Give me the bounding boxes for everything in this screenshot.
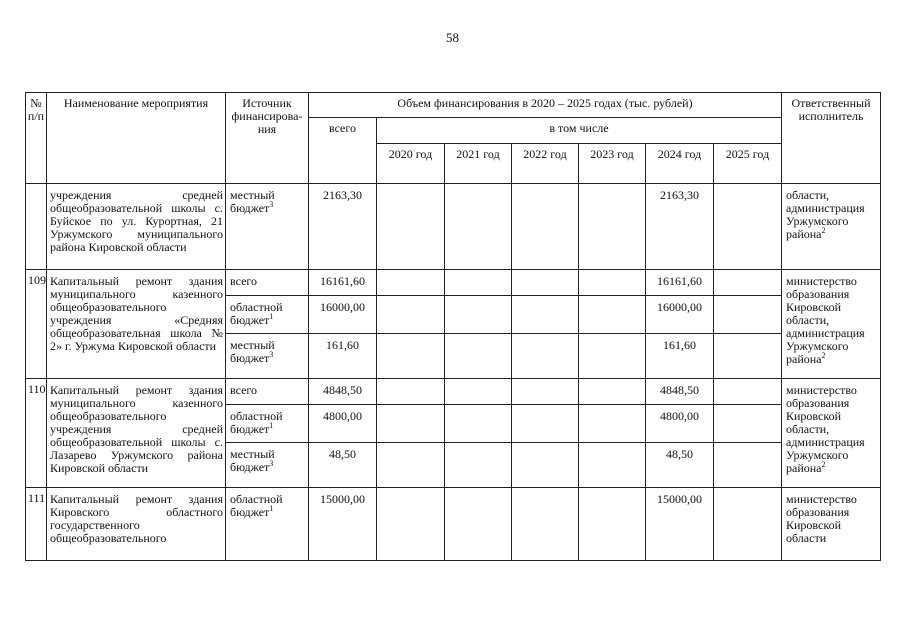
row-num: 109 [26, 270, 47, 379]
header-year: 2022 год [512, 144, 579, 184]
cell-2022 [512, 296, 579, 334]
cell-2023 [579, 443, 646, 488]
table-header [26, 93, 881, 184]
cell-2023 [579, 379, 646, 405]
cell-2020 [377, 270, 445, 296]
cell-2020 [377, 488, 445, 561]
cell-2021 [445, 270, 512, 296]
cell-2023 [579, 296, 646, 334]
cell-2021 [445, 405, 512, 443]
cell-2023 [579, 405, 646, 443]
cell-2022 [512, 334, 579, 379]
cell-total: 15000,00 [309, 488, 377, 561]
row-num: 110 [26, 379, 47, 488]
cell-2021 [445, 443, 512, 488]
cell-2022 [512, 488, 579, 561]
row-num [26, 184, 47, 270]
cell-total: 16161,60 [309, 270, 377, 296]
cell-2024: 16000,00 [646, 296, 714, 334]
cell-2024: 161,60 [646, 334, 714, 379]
table-row [26, 379, 881, 405]
table-row [26, 488, 881, 561]
header-year: 2024 год [646, 144, 714, 184]
row-source: областной бюджет$^1$ [226, 488, 309, 561]
cell-total: 48,50 [309, 443, 377, 488]
table-row [26, 184, 881, 270]
cell-2024: 4800,00 [646, 405, 714, 443]
cell-2020 [377, 334, 445, 379]
cell-2020 [377, 443, 445, 488]
financing-table [25, 92, 881, 561]
cell-2025 [714, 379, 782, 405]
cell-2024: 16161,60 [646, 270, 714, 296]
cell-2025 [714, 270, 782, 296]
cell-2020 [377, 379, 445, 405]
cell-2025 [714, 405, 782, 443]
cell-2023 [579, 488, 646, 561]
row-num: 111 [26, 488, 47, 561]
header-num: № п/п [26, 93, 47, 184]
row-name: учреждения средней общеобразовательной школы с. Буйское по ул. Курортная, 21 Уржумского муниципального района Кировской области [47, 184, 226, 270]
row-source: всего [226, 379, 309, 405]
header-including: в том числе [377, 118, 782, 144]
cell-2022 [512, 443, 579, 488]
row-name: Капитальный ремонт здания Кировского областного государственного общеобразовательного [47, 488, 226, 561]
cell-2021 [445, 334, 512, 379]
header-total: всего [309, 118, 377, 184]
cell-2020 [377, 296, 445, 334]
row-responsible: министерство образования Кировской области, администрация Уржумского района$^2$ [782, 379, 881, 488]
cell-total: 2163,30 [309, 184, 377, 270]
cell-2021 [445, 184, 512, 270]
cell-total: 161,60 [309, 334, 377, 379]
row-source: областной бюджет$^1$ [226, 405, 309, 443]
cell-total: 4848,50 [309, 379, 377, 405]
cell-2025 [714, 184, 782, 270]
cell-2022 [512, 270, 579, 296]
header-volume: Объем финансирования в 2020 – 2025 годах (тыс. рублей) [309, 93, 782, 118]
cell-2024: 4848,50 [646, 379, 714, 405]
header-source: Источник финансирова-ния [226, 93, 309, 184]
cell-2022 [512, 379, 579, 405]
row-name: Капитальный ремонт здания муниципального казенного общеобразовательного учреждения «Средняя общеобразовательная школа № 2» г. Уржума Кировской области [47, 270, 226, 379]
cell-2024: 2163,30 [646, 184, 714, 270]
cell-2021 [445, 296, 512, 334]
cell-2020 [377, 405, 445, 443]
row-responsible: министерство образования Кировской области [782, 488, 881, 561]
cell-2020 [377, 184, 445, 270]
cell-2021 [445, 488, 512, 561]
table-row [26, 270, 881, 296]
cell-2025 [714, 488, 782, 561]
row-responsible: области, администрация Уржумского района$^2$ [782, 184, 881, 270]
row-source: областной бюджет$^1$ [226, 296, 309, 334]
row-source: местный бюджет$^3$ [226, 443, 309, 488]
cell-total: 4800,00 [309, 405, 377, 443]
cell-2021 [445, 379, 512, 405]
header-year: 2021 год [445, 144, 512, 184]
row-source: местный бюджет$^3$ [226, 184, 309, 270]
row-responsible: министерство образования Кировской области, администрация Уржумского района$^2$ [782, 270, 881, 379]
cell-2025 [714, 443, 782, 488]
page-number: 58 [446, 30, 459, 45]
cell-2022 [512, 405, 579, 443]
header-responsible: Ответственный исполнитель [782, 93, 881, 184]
header-name: Наименование мероприятия [47, 93, 226, 184]
header-year: 2023 год [579, 144, 646, 184]
row-source: местный бюджет$^3$ [226, 334, 309, 379]
cell-2024: 15000,00 [646, 488, 714, 561]
row-name: Капитальный ремонт здания муниципального казенного общеобразовательного учреждения средней общеобразовательной школы с. Лазарево Уржумского района Кировской области [47, 379, 226, 488]
cell-2023 [579, 334, 646, 379]
cell-2023 [579, 184, 646, 270]
header-year: 2025 год [714, 144, 782, 184]
cell-total: 16000,00 [309, 296, 377, 334]
cell-2025 [714, 334, 782, 379]
cell-2023 [579, 270, 646, 296]
cell-2022 [512, 184, 579, 270]
row-source: всего [226, 270, 309, 296]
cell-2024: 48,50 [646, 443, 714, 488]
header-year: 2020 год [377, 144, 445, 184]
cell-2025 [714, 296, 782, 334]
